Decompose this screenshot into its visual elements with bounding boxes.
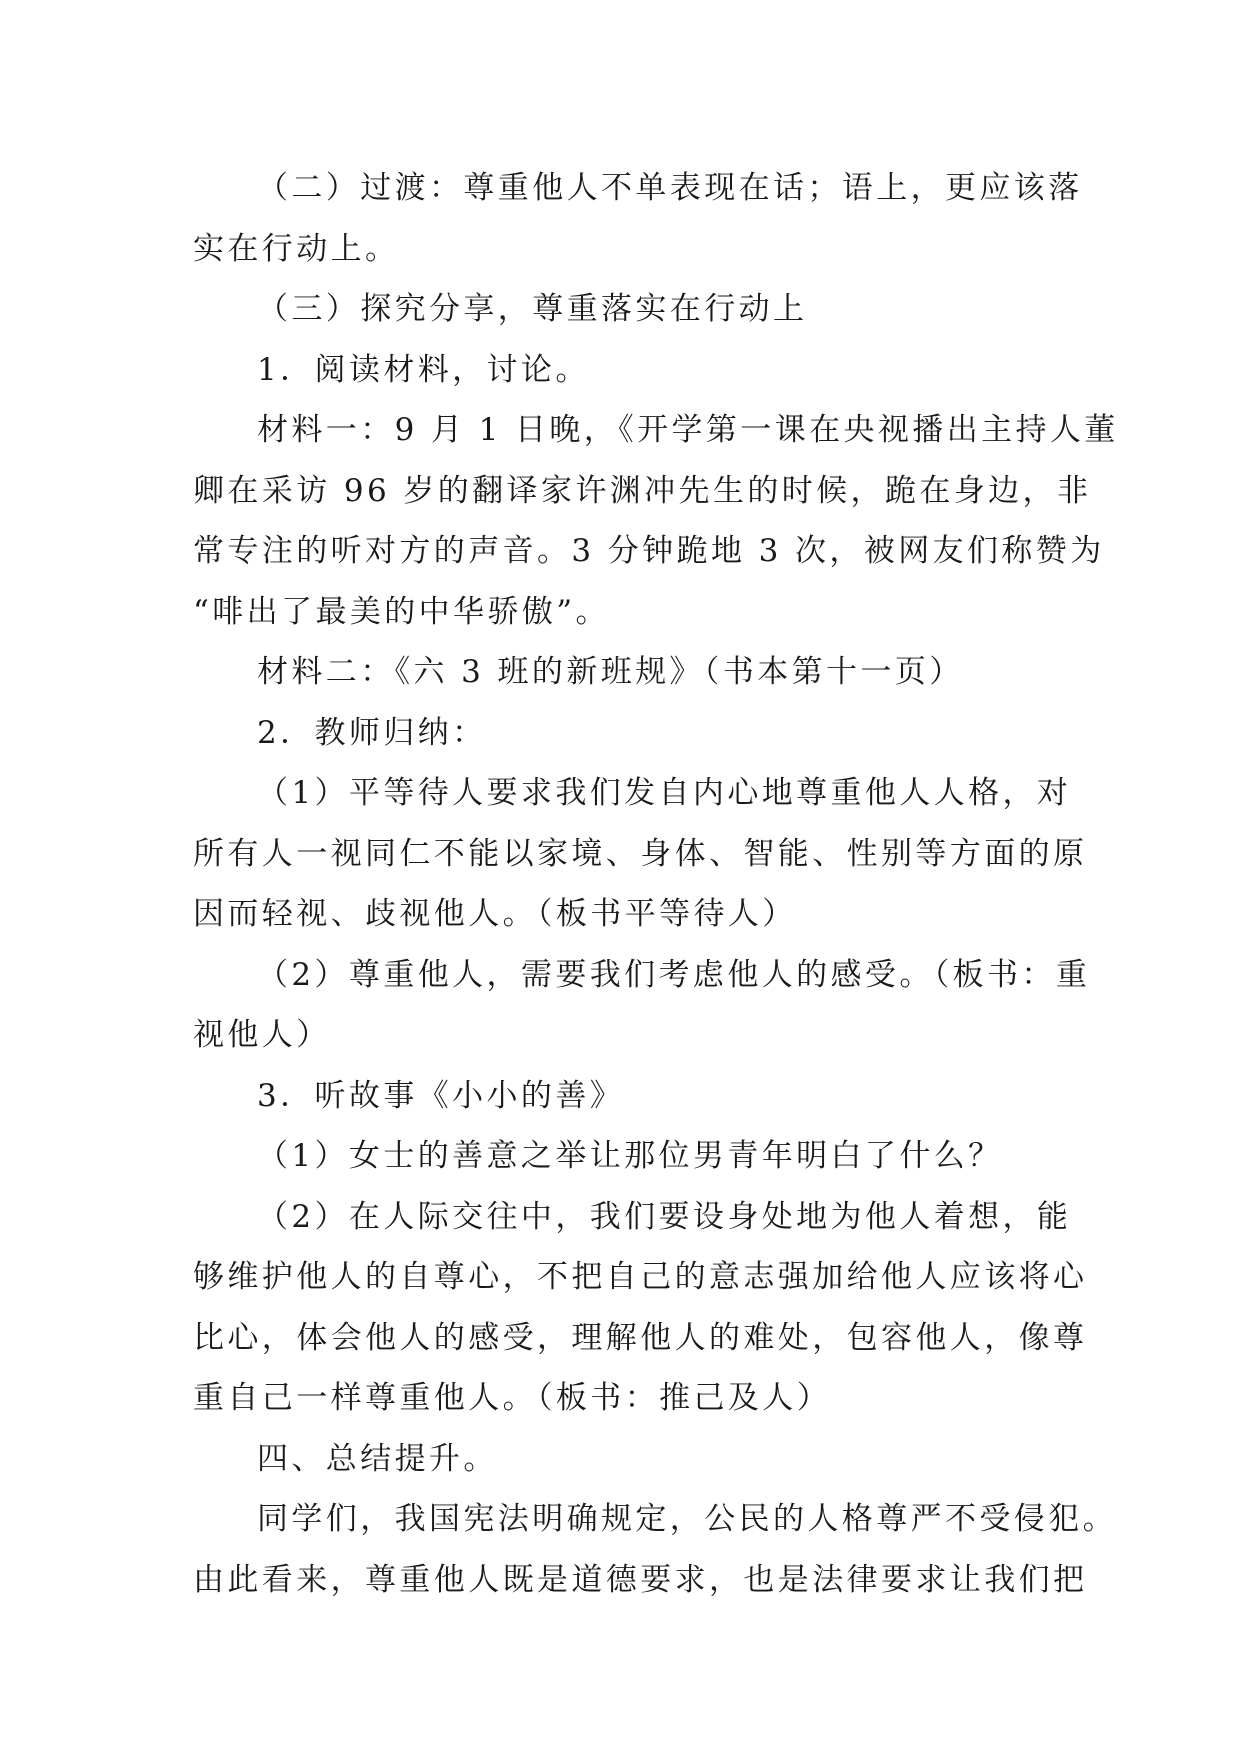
paragraph: [193, 279, 1055, 340]
paragraph: [193, 1429, 1055, 1490]
text-line: 够维护他人的自尊心，不把自己的意志强加给他人应该将心: [193, 1259, 1088, 1295]
text-line: 常专注的听对方的声音。3 分钟跪地 3 次，被网友们称赞为: [193, 533, 1105, 569]
paragraph: [193, 1066, 1055, 1127]
text-line: （三）探究分享，尊重落实在行动上: [257, 291, 808, 327]
text-line: 材料二：《六 3 班的新班规》（书本第十一页）: [257, 654, 964, 690]
text-line: 同学们，我国宪法明确规定，公民的人格尊严不受侵犯。: [257, 1501, 1117, 1537]
text-line: 比心，体会他人的感受，理解他人的难处，包容他人，像尊: [193, 1319, 1088, 1356]
document-body: [193, 158, 1119, 1610]
paragraph: [193, 763, 1088, 945]
paragraph: [193, 1489, 1117, 1610]
text-line: （二）过渡：尊重他人不单表现在话；语上，更应该落: [257, 170, 1083, 206]
text-line: 2．教师归纳：: [257, 714, 487, 751]
text-line: 视他人）: [193, 1017, 331, 1053]
text-line: 3．听故事《小小的善》: [257, 1077, 625, 1114]
paragraph: [193, 158, 1083, 279]
text-line: 所有人一视同仁不能以家境、身体、智能、性别等方面的原: [193, 835, 1088, 872]
text-line: 由此看来，尊重他人既是道德要求，也是法律要求让我们把: [193, 1561, 1088, 1598]
paragraph: [193, 1126, 1055, 1187]
text-line: 材料一：9 月 1 日晚，《开学第一课在央视播出主持人董: [257, 412, 1119, 448]
text-line: （2）尊重他人，需要我们考虑他人的感受。（板书：重: [257, 956, 1091, 993]
paragraph: [193, 400, 1119, 642]
text-line: （1）平等待人要求我们发自内心地尊重他人人格，对: [257, 775, 1072, 811]
text-line: 1．阅读材料，讨论。: [257, 351, 590, 388]
paragraph: [193, 642, 1055, 703]
text-line: “啡出了最美的中华骄傲”。: [193, 593, 610, 630]
text-line: （1）女士的善意之举让那位男青年明白了什么？: [257, 1138, 1003, 1174]
text-line: 重自己一样尊重他人。（板书：推己及人）: [193, 1380, 832, 1416]
text-line: 因而轻视、歧视他人。（板书平等待人）: [193, 896, 797, 932]
paragraph: [193, 1187, 1088, 1429]
paragraph: [193, 703, 1055, 764]
text-line: 卿在采访 96 岁的翻译家许渊冲先生的时候，跪在身边，非: [193, 472, 1092, 509]
text-line: 四、总结提升。: [257, 1440, 498, 1477]
paragraph: [193, 945, 1091, 1066]
paragraph: [193, 340, 1055, 401]
text-line: （2）在人际交往中，我们要设身处地为他人着想，能: [257, 1198, 1072, 1235]
text-line: 实在行动上。: [193, 230, 400, 267]
